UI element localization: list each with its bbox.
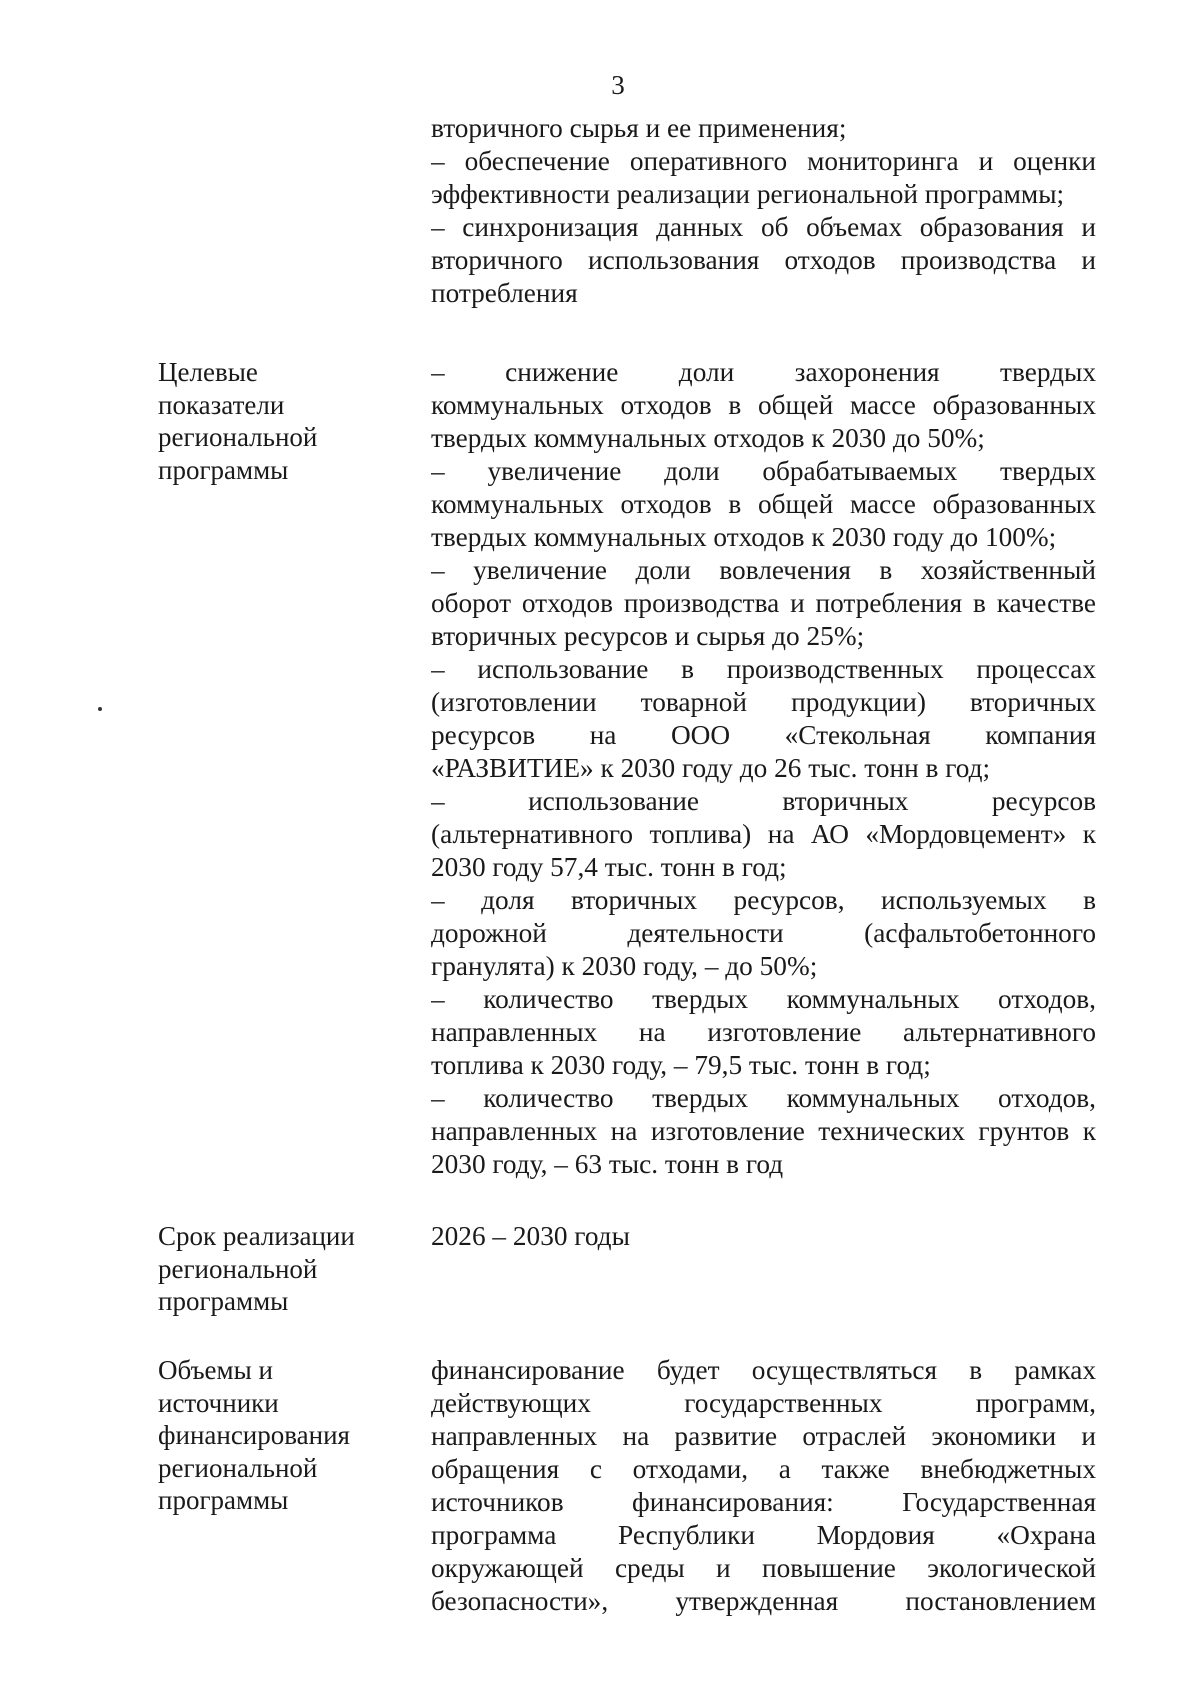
text-line: (изготовлении товарной продукции) вторичных — [431, 687, 1096, 717]
label-line: источники — [158, 1387, 279, 1418]
section-label — [158, 356, 408, 486]
text-line: – доля вторичных ресурсов, используемых в — [431, 885, 1096, 915]
text-line: – обеспечение оперативного мониторинга и оценки — [431, 146, 1096, 176]
label-line: региональной — [158, 1452, 318, 1483]
text-line: «РАЗВИТИЕ» к 2030 году до 26 тыс. тонн в год; — [431, 753, 991, 783]
text-line: – синхронизация данных об объемах образования и — [431, 212, 1096, 242]
text-line: программа Республики Мордовия «Охрана — [431, 1520, 1096, 1550]
label-line: программы — [158, 1485, 289, 1515]
label-line: финансирования — [158, 1420, 350, 1450]
label-line: региональной — [158, 1253, 318, 1284]
text-line: ресурсов на ООО «Стекольная компания — [431, 720, 1096, 750]
text-line: потребления — [431, 278, 578, 308]
section-label — [158, 1220, 408, 1318]
text-line: направленных на развитие отраслей экономики и — [431, 1421, 1096, 1451]
text-line: – увеличение доли обрабатываемых твердых — [431, 456, 1096, 486]
text-line: источников финансирования: Государственная — [431, 1487, 1096, 1517]
text-line: оборот отходов производства и потребления в качестве — [431, 588, 1096, 618]
text-line: направленных на изготовление альтернативного — [431, 1017, 1096, 1047]
text-line: вторичного сырья и ее применения; — [431, 113, 847, 143]
label-line: программы — [158, 454, 289, 485]
text-line: дорожной деятельности (асфальтобетонного — [431, 918, 1096, 948]
text-line: 2026 – 2030 годы — [431, 1221, 630, 1251]
text-line: вторичного использования отходов производства и — [431, 245, 1096, 275]
section-content — [431, 112, 1096, 310]
text-line: – увеличение доли вовлечения в хозяйственный — [431, 555, 1096, 585]
label-line: показатели — [158, 389, 285, 420]
text-line: – использование в производственных процессах — [431, 654, 1096, 684]
scan-speck — [98, 707, 102, 711]
label-line: Целевые — [158, 357, 258, 387]
label-line: Объемы и — [158, 1355, 273, 1385]
text-line: – количество твердых коммунальных отходов, — [431, 984, 1096, 1014]
section-content — [431, 1354, 1096, 1618]
text-line: твердых коммунальных отходов к 2030 до 50%; — [431, 423, 985, 453]
text-line: направленных на изготовление технических грунтов к — [431, 1116, 1096, 1146]
page-number: 3 — [611, 70, 625, 100]
text-line: эффективности реализации региональной программы; — [431, 179, 1065, 209]
text-line: – использование вторичных ресурсов — [431, 786, 1096, 816]
text-line: вторичных ресурсов и сырья до 25%; — [431, 621, 865, 651]
label-line: региональной — [158, 422, 318, 452]
text-line: коммунальных отходов в общей массе образованных — [431, 489, 1096, 519]
section-content — [431, 1220, 1096, 1253]
text-line: окружающей среды и повышение экологической — [431, 1553, 1096, 1583]
text-line: – количество твердых коммунальных отходов, — [431, 1083, 1096, 1113]
text-line: финансирование будет осуществляться в рамках — [431, 1355, 1096, 1385]
text-line: (альтернативного топлива) на АО «Мордовцемент» к — [431, 819, 1096, 849]
text-line: – снижение доли захоронения твердых — [431, 357, 1096, 387]
section-label — [158, 1354, 408, 1517]
section-content — [431, 356, 1096, 1181]
label-line: Срок реализации — [158, 1221, 355, 1251]
text-line: обращения с отходами, а также внебюджетных — [431, 1454, 1096, 1484]
text-line: безопасности», утвержденная постановлением — [431, 1586, 1096, 1616]
text-line: 2030 году 57,4 тыс. тонн в год; — [431, 852, 787, 882]
text-line: коммунальных отходов в общей массе образованных — [431, 390, 1096, 420]
text-line: действующих государственных программ, — [431, 1388, 1096, 1418]
text-line: 2030 году, – 63 тыс. тонн в год — [431, 1149, 784, 1179]
label-line: программы — [158, 1286, 289, 1316]
text-line: гранулята) к 2030 году, – до 50%; — [431, 951, 818, 981]
text-line: топлива к 2030 году, – 79,5 тыс. тонн в год; — [431, 1050, 931, 1080]
text-line: твердых коммунальных отходов к 2030 году до 100%; — [431, 522, 1057, 552]
